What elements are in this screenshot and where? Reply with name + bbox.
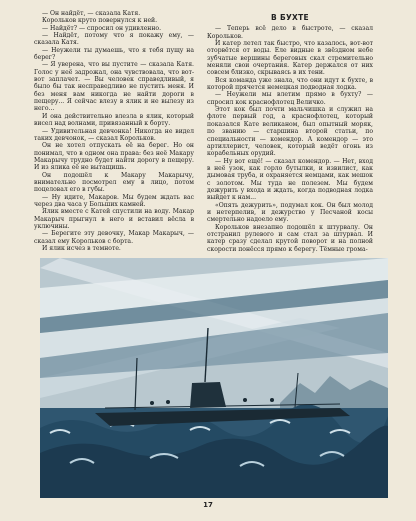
right-text-column bbox=[207, 10, 373, 253]
paragraph: Ялик вместе с Катей спустили на воду. Макар Макарыч прыгнул в него и вставил вёсла в уключины. bbox=[34, 208, 194, 230]
paragraph: — Я уверена, что вы пустите — сказала Катя. Голос у неё задрожал, она чувствовала, что вот-вот заплачет. — Вы человек справедливый, я было бы так несправедливо не пустить меня. И без меня вам никогда не найти дороги в пещеру... Я сейчас влезу в ялик и не вылезу из него... bbox=[34, 61, 194, 113]
crew-figure bbox=[150, 401, 154, 405]
paragraph: Корольков круто повернулся к ней. bbox=[42, 17, 158, 25]
paragraph: — Найдёт? — спросил он удивленно. bbox=[42, 24, 162, 32]
crew-figure bbox=[243, 398, 247, 402]
left-text-column bbox=[34, 10, 194, 252]
paragraph: — Найдёт, потому что я покажу ему, — сказала Катя. bbox=[34, 32, 194, 47]
page-number: 17 bbox=[203, 501, 213, 509]
conning-tower bbox=[190, 382, 226, 408]
paragraph: — Неужели ты думаешь, что я тебя пущу на берег? bbox=[34, 46, 194, 62]
paragraph: — Удивительная девчонка! Никогда не видел таких девчонок, — сказал Корольков. bbox=[34, 127, 194, 142]
crew-figure bbox=[166, 400, 170, 404]
paragraph: — Ну вот ещё! — сказал комендор. — Нет, вход в неё узок, как горло бутылки, и извилист, как дымовая труба, и охраняется немцами, как мешок с золотом. Мы туда не полезем. Мы будем дежурить у входа и ждать, когда подводная лодка выйдет к нам... bbox=[207, 157, 373, 202]
paragraph: Корольков внезапно подошёл к штурвалу. Он отстранил рулевого и сам стал за штурвал. И катер сразу сделал крутой поворот и на полной скорости понёсся прямо к берегу. Тёмные грома- bbox=[207, 223, 373, 253]
crew-figure bbox=[270, 398, 274, 402]
paragraph: Вся команда уже знала, что они идут к бухте, в которой прячется немецкая подводная лодка. bbox=[207, 76, 373, 92]
paragraph: Он не хотел отпускать её на берег. Но он понимал, что в одном она права: без неё Макару Макарычу трудно будет найти дорогу в пещеру. И из ялика её не вытащишь. bbox=[34, 142, 194, 172]
paragraph: Он подошёл к Макару Макарычу, внимательно посмотрел ему в лицо, потом поцеловал его в губы. bbox=[34, 171, 194, 194]
paragraph: — Он найдёт, — сказала Катя. bbox=[42, 10, 141, 17]
paragraph: И ялик исчез в темноте. bbox=[42, 245, 121, 252]
paragraph: — Ну идите, Макаров. Мы будем ждать вас через два часа у Больших камней. bbox=[34, 193, 194, 208]
paragraph: «Опять дежурить», подумал кок. Он был молод и нетерпелив, и дежурство у Песчаной косы смертельно надоело ему. bbox=[207, 201, 373, 224]
submarine-illustration bbox=[40, 258, 388, 498]
paragraph: — Берегите эту девочку, Макар Макарыч, — сказал ему Корольков с борта. bbox=[34, 230, 194, 245]
paragraph: Этот кок был почти мальчишка и служил на флоте первый год, а краснофлотец, который показался Кате великаном, был опытный моряк, по званию — старшина второй статьи, по специальности — комендор. А комендор — это артиллерист, человек, который ведёт огонь из корабельных орудий. bbox=[207, 106, 373, 158]
paragraph: — Неужели мы влетим прямо в бухту? — спросил кок краснофлотец Величко. bbox=[207, 91, 373, 106]
paragraph: — Теперь всё дело в быстроте, — сказал Корольков. bbox=[207, 25, 373, 40]
paragraph: И катер летел так быстро, что казалось, вот-вот оторвётся от воды. Еле видные в звёздном небе зубчатые вершины береговых скал стремительно меняли свои очертания. Катер держался от них совсем близко, скрываясь в их тени. bbox=[207, 40, 373, 77]
paragraph: И она действительно влезла в ялик, который висел над волнами, привязанный к борту. bbox=[34, 112, 194, 128]
chapter-heading: В БУХТЕ bbox=[271, 13, 309, 22]
